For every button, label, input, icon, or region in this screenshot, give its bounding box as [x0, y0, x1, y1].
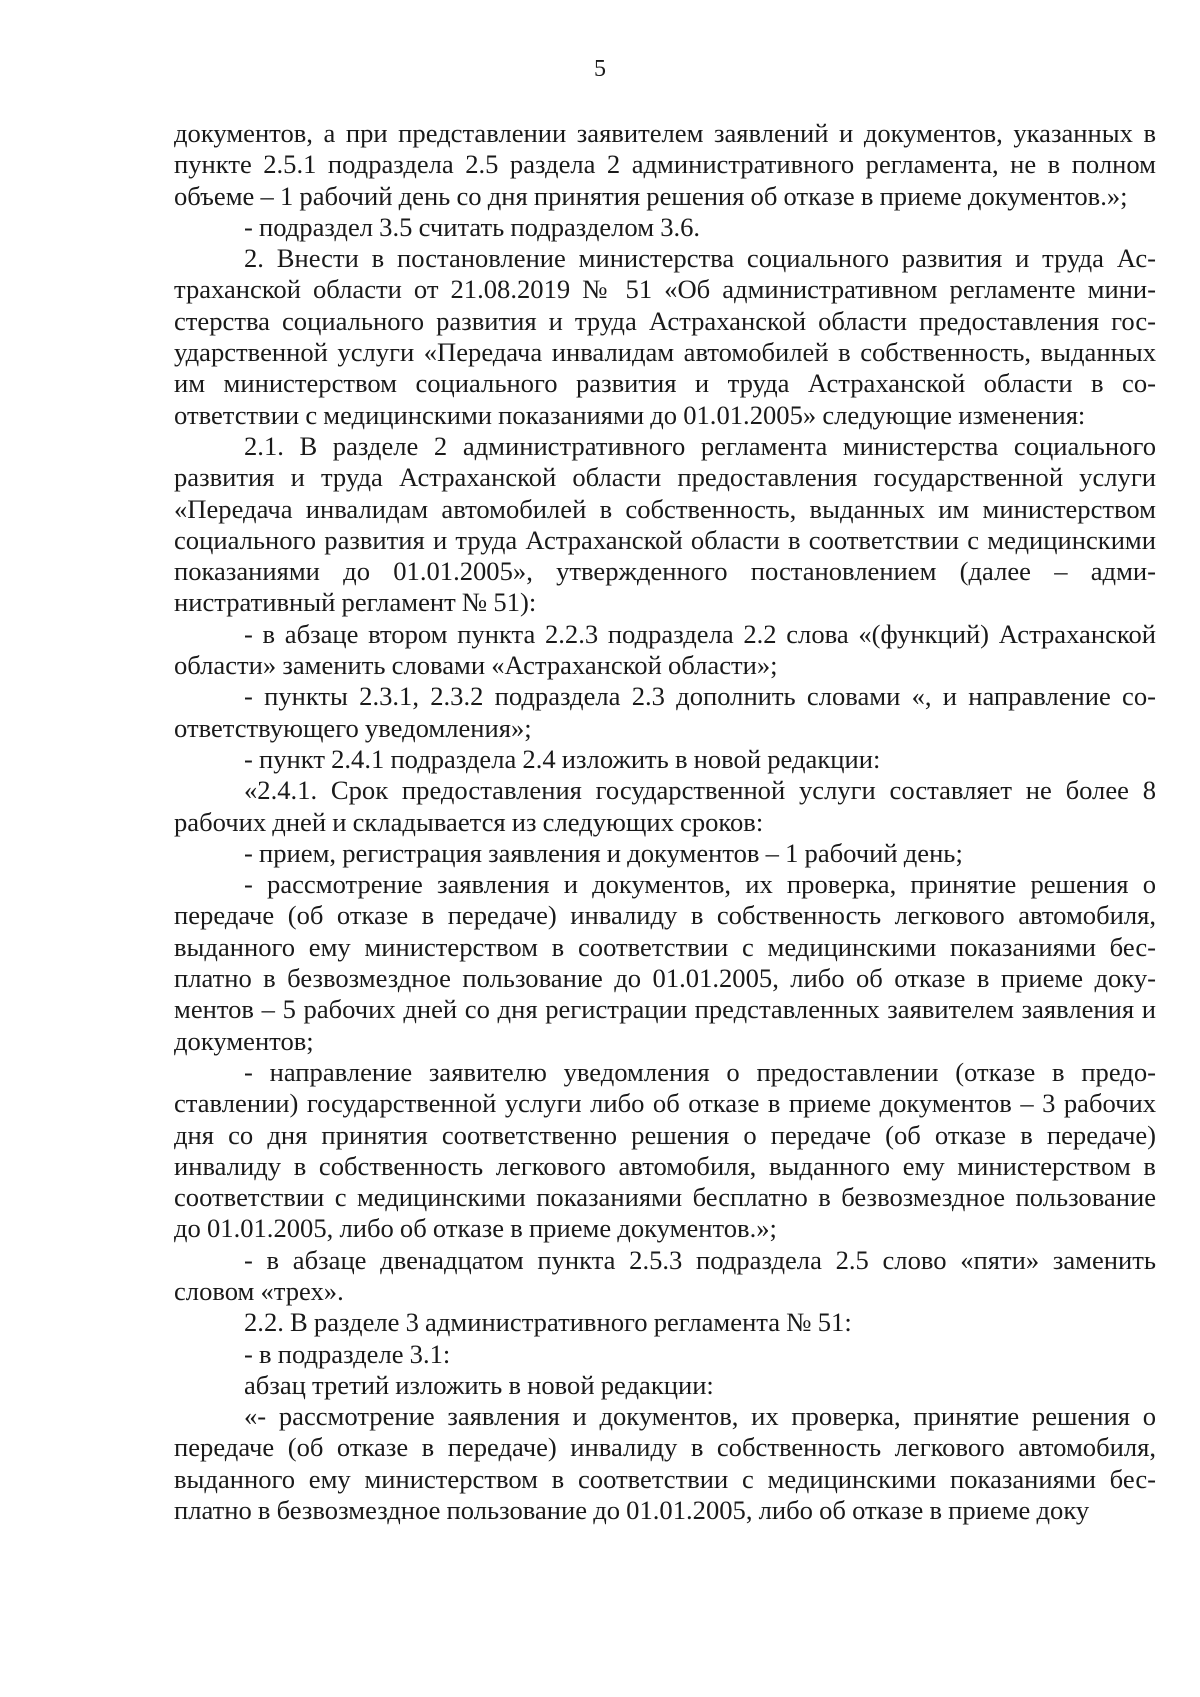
paragraph: «- рассмотрение заявления и документов, их проверка, принятие решения о передаче (об отказе в передаче) инвалиду в собственность легкового автомобиля, выданного ему министерством в соответствии с медицинскими показаниями бесплатно в безвозмездное пользование до 01.01.2005, либо об отказе в приеме доку [174, 1401, 1156, 1526]
page-number: 5 [594, 56, 606, 82]
document-body [174, 118, 1156, 1526]
paragraph: - в подразделе 3.1: [244, 1338, 451, 1369]
paragraph: 2.2. В разделе 3 административного регламента № 51: [244, 1307, 852, 1338]
paragraph: - в абзаце втором пункта 2.2.3 подраздела 2.2 слова «(функций) Астраханской области» заменить словами «Астраханской области»; [174, 618, 1156, 681]
paragraph: - прием, регистрация заявления и документов – 1 рабочий день; [244, 837, 963, 868]
paragraph: «2.4.1. Срок предоставления государственной услуги составляет не более 8 рабочих дней и складывается из следующих сроков: [174, 775, 1156, 837]
paragraph: абзац третий изложить в новой редакции: [244, 1369, 714, 1400]
paragraph: 2.1. В разделе 2 административного регламента министерства социального развития и труда Астраханской области предоставления государственной услуги «Передача инвалидам автомобилей в собственность, выданных им министерством социального развития и труда Астраханской области в соответствии с медицинскими показаниями до 01.01.2005», утвержденного постановлением (далее – административный регламент № 51): [174, 430, 1156, 618]
paragraph: 2. Внести в постановление министерства социального развития и труда Астраханской области от 21.08.2019 № 51 «Об административном регламенте министерства социального развития и труда Астраханской области предоставления государственной услуги «Передача инвалидам автомобилей в собственность, выданных им министерством социального развития и труда Астраханской области в соответствии с медицинскими показаниями до 01.01.2005» следующие изменения: [174, 243, 1156, 430]
paragraph: - пункт 2.4.1 подраздела 2.4 изложить в новой редакции: [244, 743, 881, 774]
paragraph: - рассмотрение заявления и документов, их проверка, принятие решения о передаче (об отказе в передаче) инвалиду в собственность легкового автомобиля, выданного ему министерством в соответствии с медицинскими показаниями бесплатно в безвозмездное пользование до 01.01.2005, либо об отказе в приеме документов – 5 рабочих дней со дня регистрации представленных заявителем заявления и документов; [174, 869, 1156, 1056]
paragraph: - пункты 2.3.1, 2.3.2 подраздела 2.3 дополнить словами «, и направление соответствующего уведомления»; [174, 681, 1156, 743]
paragraph: - в абзаце двенадцатом пункта 2.5.3 подраздела 2.5 слово «пяти» заменить словом «трех». [174, 1244, 1156, 1306]
paragraph: - подраздел 3.5 считать подразделом 3.6. [244, 211, 701, 242]
paragraph-continuation: документов, а при представлении заявителем заявлений и документов, указанных в пункте 2.5.1 подраздела 2.5 раздела 2 административного регламента, не в полном объеме – 1 рабочий день со дня принятия решения об отказе в приеме документов.»; [174, 118, 1156, 211]
paragraph: - направление заявителю уведомления о предоставлении (отказе в предоставлении) государственной услуги либо об отказе в приеме документов – 3 рабочих дня со дня принятия соответственно решения о передаче (об отказе в передаче) инвалиду в собственность легкового автомобиля, выданного ему министерством в соответствии с медицинскими показаниями бесплатно в безвозмездное пользование до 01.01.2005, либо об отказе в приеме документов.»; [174, 1056, 1156, 1244]
